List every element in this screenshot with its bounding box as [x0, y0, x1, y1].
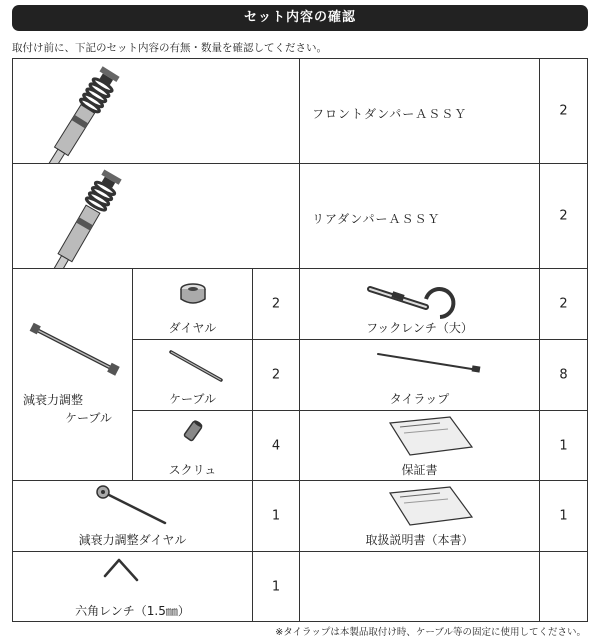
front-damper-name: フロントダンパーＡＳＳＹ [312, 107, 468, 121]
damping-cable-label-line2: ケーブル [65, 411, 112, 425]
empty-cell [299, 551, 540, 622]
warranty-qty-cell [539, 410, 588, 481]
manual-qty-cell [539, 480, 588, 552]
hook-wrench-qty-cell [539, 268, 588, 340]
front-damper-image-cell [12, 58, 300, 164]
front-damper-qty: 2 [559, 103, 568, 119]
hook-wrench-name: フックレンチ（大） [366, 321, 473, 335]
rear-damper-qty: 2 [559, 208, 568, 224]
screw-qty: 4 [271, 438, 281, 453]
warranty-qty: 1 [559, 438, 568, 453]
hook-wrench-qty: 2 [559, 296, 568, 312]
adjust-dial-name: 減衰力調整ダイヤル [78, 533, 187, 547]
cable-qty-cell [252, 339, 300, 411]
manual-cell [299, 480, 540, 552]
warranty-name: 保証書 [401, 463, 438, 477]
cable-qty: 2 [271, 367, 281, 383]
page-title: セット内容の確認 [12, 5, 588, 31]
dial-cell [132, 268, 253, 340]
adjust-dial-cell [12, 480, 253, 552]
rear-damper-name-cell [299, 163, 540, 269]
footnote: ※タイラップは本製品取付け時、ケーブル等の固定に使用してください。 [275, 627, 586, 638]
damping-cable-label-line1: 減衰力調整 [23, 393, 84, 407]
hex-wrench-qty: 1 [271, 579, 281, 594]
dial-name: ダイヤル [168, 321, 217, 335]
rear-damper-name: リアダンパーＡＳＳＹ [312, 212, 441, 226]
front-damper-icon [13, 59, 301, 165]
hook-wrench-cell [299, 268, 540, 340]
screw-qty-cell [252, 410, 300, 481]
tie-wrap-qty-cell [539, 339, 588, 411]
hex-wrench-name: 六角レンチ（1.5㎜） [75, 604, 190, 618]
tie-wrap-cell [299, 339, 540, 411]
adjust-dial-qty-cell [252, 480, 300, 552]
damping-cable-icon [13, 269, 134, 482]
empty-qty-cell [539, 551, 588, 622]
manual-name: 取扱説明書（本書） [365, 533, 474, 547]
rear-damper-qty-cell [539, 163, 588, 269]
front-damper-name-cell [299, 58, 540, 164]
dial-qty-cell [252, 268, 300, 340]
hex-wrench-qty-cell [252, 551, 300, 622]
warranty-cell [299, 410, 540, 481]
rear-damper-image-cell [12, 163, 300, 269]
front-damper-qty-cell [539, 58, 588, 164]
screw-name: スクリュ [168, 463, 217, 477]
cable-cell [132, 339, 253, 411]
rear-damper-icon [13, 164, 301, 270]
dial-qty: 2 [271, 296, 281, 312]
damping-cable-cell [12, 268, 133, 481]
manual-qty: 1 [559, 508, 568, 524]
screw-cell [132, 410, 253, 481]
intro-text: 取付け前に、下記のセット内容の有無・数量を確認してください。 [12, 42, 327, 54]
contents-table [12, 58, 588, 622]
cable-name: ケーブル [169, 392, 216, 406]
adjust-dial-qty: 1 [271, 508, 281, 524]
tie-wrap-qty: 8 [559, 367, 568, 383]
tie-wrap-name: タイラップ [389, 392, 450, 406]
hex-wrench-cell [12, 551, 253, 622]
